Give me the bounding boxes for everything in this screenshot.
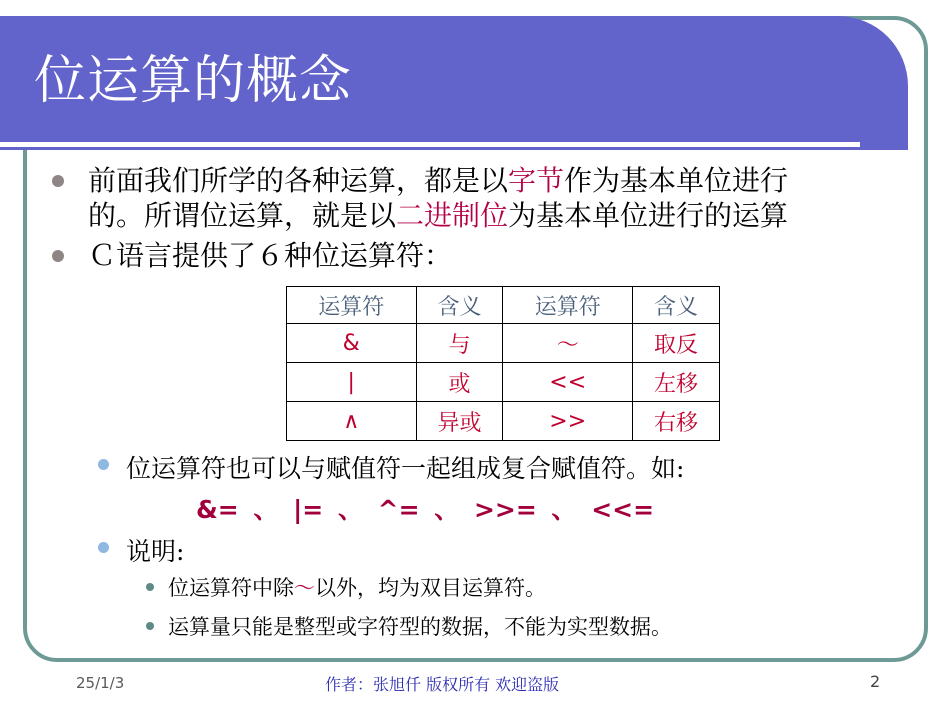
table-cell: 右移 [632, 402, 719, 441]
note-1 [168, 572, 546, 602]
table-row [287, 324, 720, 363]
sub-bullet-dot [98, 459, 109, 470]
page-number: 2 [870, 672, 881, 691]
table-header: 运算符 [287, 287, 417, 324]
title-underline [0, 142, 860, 147]
compound-assignment-ops: &= 、 |= 、 ^= 、 >>= 、 <<= [196, 495, 655, 524]
text: 以外，均为双目运算符。 [315, 576, 546, 600]
text: 为基本单位进行的运算 [508, 199, 789, 232]
footer-author: 作者：张旭仟 版权所有 欢迎盗版 [325, 675, 560, 694]
text: 的。所谓位运算，就是以 [88, 199, 397, 232]
highlight-byte: 字节 [508, 164, 565, 197]
bullet-1-line-1 [88, 163, 788, 199]
text: 作为基本单位进行 [564, 164, 789, 197]
table-header: 含义 [416, 287, 503, 324]
table-header: 含义 [632, 287, 719, 324]
footer-date: 25/1/3 [76, 674, 125, 692]
note-2: 运算量只能是整型或字符型的数据，不能为实型数据。 [168, 615, 672, 639]
highlight-tilde: ～ [294, 576, 315, 600]
bullet-1-line-2 [88, 198, 788, 234]
table-cell: 或 [416, 363, 503, 402]
sub-bullet-1: 位运算符也可以与赋值符一起组成复合赋值符。如: [126, 454, 685, 483]
table-cell: | [287, 363, 417, 402]
table-cell: 左移 [632, 363, 719, 402]
bullet-dot [52, 250, 64, 262]
table-row [287, 363, 720, 402]
table-cell: ∧ [287, 402, 417, 441]
note-dot [146, 622, 154, 630]
text: 前面我们所学的各种运算，都是以 [88, 164, 509, 197]
sub-bullet-dot [98, 542, 109, 553]
sub-bullet-2: 说明: [126, 537, 185, 566]
table-cell: & [287, 324, 417, 363]
table-cell: 与 [416, 324, 503, 363]
note-dot [146, 583, 154, 591]
bullet-dot [52, 175, 64, 187]
table-header-row [287, 287, 720, 324]
table-cell: >> [503, 402, 633, 441]
table-cell: << [503, 363, 633, 402]
highlight-binary-bit: 二进制位 [396, 199, 509, 232]
bullet-2: Ｃ语言提供了６种位运算符： [88, 239, 453, 272]
table-cell: 取反 [632, 324, 719, 363]
table-header: 运算符 [503, 287, 633, 324]
table-row [287, 402, 720, 441]
table-cell: ～ [503, 324, 633, 363]
slide-title: 位运算的概念 [34, 51, 353, 111]
text: 位运算符中除 [168, 576, 294, 600]
operators-table [286, 286, 720, 441]
table-cell: 异或 [416, 402, 503, 441]
